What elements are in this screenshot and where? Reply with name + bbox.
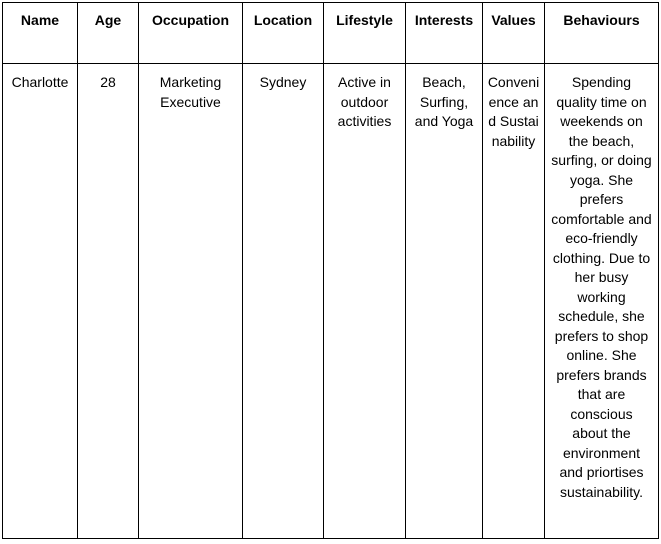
cell-lifestyle (324, 64, 406, 539)
values-value: Convenience and Sustainability (487, 74, 540, 149)
location-value: Sydney (259, 74, 307, 90)
age-value: 28 (100, 74, 116, 90)
header-behaviours: Behaviours (545, 3, 659, 64)
cell-age (78, 64, 139, 539)
cell-values (483, 64, 545, 539)
cell-behaviours (545, 64, 659, 539)
occupation-value: Marketing Executive (159, 74, 222, 110)
lifestyle-value: Active in outdoor activities (337, 74, 392, 129)
table-row (3, 64, 659, 539)
header-age: Age (78, 3, 139, 64)
behaviours-value: Spending quality time on weekends on the beach, surfing, or doing yoga. She prefers comfortable and eco-friendly clothing. Due to her busy working schedule, she prefers to shop online. She prefers brands that are conscious about the environment and priortises sustainability. (551, 74, 652, 500)
interests-value: Beach, Surfing, and Yoga (414, 74, 474, 129)
name-value: Charlotte (11, 74, 69, 90)
header-lifestyle: Lifestyle (324, 3, 406, 64)
cell-interests (406, 64, 483, 539)
header-interests: Interests (406, 3, 483, 64)
header-name: Name (3, 3, 78, 64)
cell-occupation (139, 64, 243, 539)
cell-name (3, 64, 78, 539)
header-occupation: Occupation (139, 3, 243, 64)
header-row (3, 3, 659, 64)
header-location: Location (243, 3, 324, 64)
persona-table (2, 2, 659, 539)
cell-location (243, 64, 324, 539)
header-values: Values (483, 3, 545, 64)
